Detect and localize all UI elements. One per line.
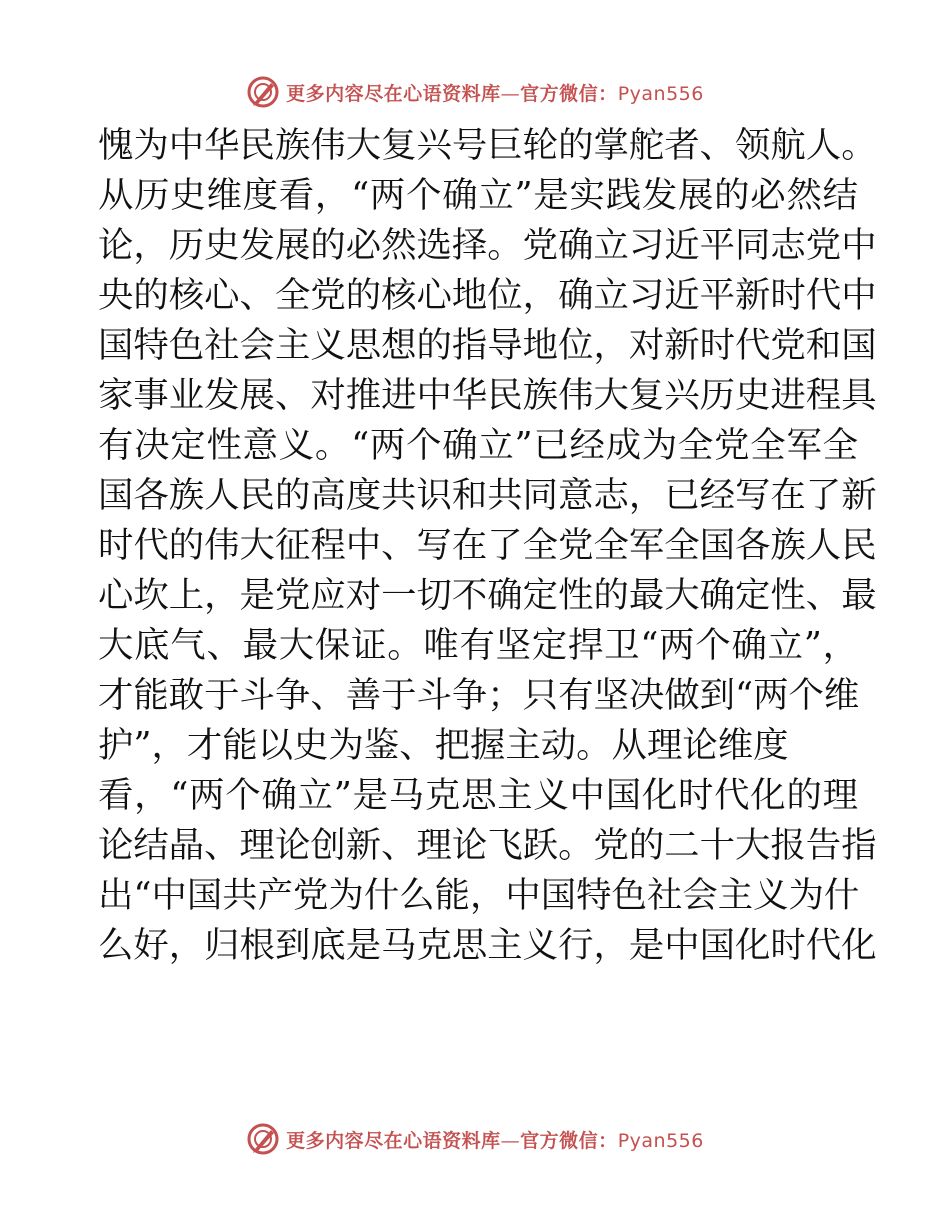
header-wechat-id: Pyan556 xyxy=(617,82,704,105)
document-body xyxy=(98,121,877,971)
body-line: 愧为中华民族伟大复兴号巨轮的掌舵者、领航人。 xyxy=(98,125,877,166)
footer-banner-text xyxy=(286,1126,704,1153)
body-line: 护”，才能以史为鉴、把握主动。从理论维度 xyxy=(98,725,789,766)
header-banner-separator: — xyxy=(500,82,521,105)
body-line: 国各族人民的高度共识和共同意志，已经写在了新 xyxy=(98,475,877,516)
body-line: 才能敢于斗争、善于斗争；只有坚决做到“两个维 xyxy=(98,675,860,716)
body-line: 有决定性意义。“两个确立”已经成为全党全军全 xyxy=(98,425,858,466)
footer-banner-slogan: 更多内容尽在心语资料库 xyxy=(286,1129,501,1152)
body-line: 国特色社会主义思想的指导地位，对新时代党和国 xyxy=(98,325,877,366)
pen-logo-icon xyxy=(246,1122,280,1156)
footer-wechat-id: Pyan556 xyxy=(617,1129,704,1152)
footer-wechat-label: 官方微信： xyxy=(520,1129,618,1152)
body-line: 心坎上，是党应对一切不确定性的最大确定性、最 xyxy=(98,575,877,616)
body-line: 从历史维度看，“两个确立”是实践发展的必然结 xyxy=(98,175,858,216)
body-line: 时代的伟大征程中、写在了全党全军全国各族人民 xyxy=(98,525,877,566)
footer-banner xyxy=(0,1119,950,1159)
body-line: 看，“两个确立”是马克思主义中国化时代化的理 xyxy=(98,775,858,816)
header-banner-text xyxy=(286,79,704,106)
body-line: 么好，归根到底是马克思主义行，是中国化时代化 xyxy=(98,925,877,966)
body-line: 央的核心、全党的核心地位，确立习近平新时代中 xyxy=(98,275,877,316)
header-banner-slogan: 更多内容尽在心语资料库 xyxy=(286,82,501,105)
body-line: 家事业发展、对推进中华民族伟大复兴历史进程具 xyxy=(98,375,877,416)
body-line: 论，历史发展的必然选择。党确立习近平同志党中 xyxy=(98,225,877,266)
body-line: 论结晶、理论创新、理论飞跃。党的二十大报告指 xyxy=(98,825,877,866)
header-wechat-label: 官方微信： xyxy=(520,82,618,105)
body-line: 出“中国共产党为什么能，中国特色社会主义为什 xyxy=(98,875,860,916)
footer-banner-separator: — xyxy=(500,1129,521,1152)
body-line: 大底气、最大保证。唯有坚定捍卫“两个确立”， xyxy=(98,625,858,666)
header-banner xyxy=(0,72,950,112)
pen-logo-icon xyxy=(246,75,280,109)
